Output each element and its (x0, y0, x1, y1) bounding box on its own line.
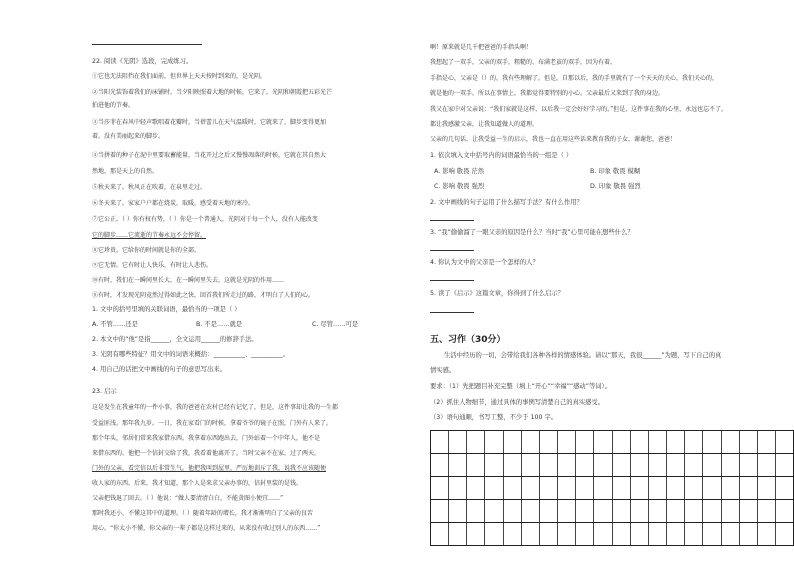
q23-1: 1. 依次填入文中括号内的词语最恰当的一组是（ ） (430, 152, 573, 159)
q23-4: 4. 你认为文中的父亲是一个怎样的人？ (430, 259, 539, 266)
answer-line (430, 250, 474, 251)
q23-1-option-d: D. 印象 敬畏 强烈 (590, 183, 641, 190)
composition-requirement: （3）语句通顺，书写工整，不少于 100 字。 (430, 414, 558, 421)
passage2-cont-line: 就是他的一双手。所以在事情上，我都觉得要特别的小心。父亲最后又来到了我的身边。 (430, 90, 665, 97)
passage-line: 然地，那是天上的自然。 (92, 168, 159, 175)
q23-3: 3. “我”偷偷溜了一眼父亲的原因是什么？当时“我”心里可能在想些什么？ (430, 229, 634, 236)
passage2-line: 收人家的东西。后来，我才知道，那个人是来求父亲办事的，信封里装的是钱。 (92, 480, 303, 487)
passage2-line: 那个年头，邻居们常来我家借东西。我拿着东西跑出去，门外站着一个中年人，他不是 (92, 435, 321, 442)
q23-heading: 23. 启示 (92, 388, 117, 395)
q23-1-option-b: B. 印象 敬畏 模糊 (590, 168, 641, 175)
passage-line: ⑧它珍贵。它给你的时间就是你的全部。 (92, 247, 201, 254)
passage2-cont-line: 手指是心，父亲是（）的，我有些理解了。但是，自那以后，我的手里就有了一个天天的关心，我们关心的， (430, 75, 719, 82)
passage-line: ⑨它无情。它有时让人快乐，有时让人悲伤。 (92, 262, 213, 269)
passage2-cont-line: 都让我感激父亲，让我知道做人的道理。 (430, 121, 539, 128)
passage-line: 着。没有美丽起来的脚步。 (92, 133, 165, 140)
passage-line-underlined: 它的脚步……它流逝的节奏永远不会停留。 (92, 232, 207, 239)
composition-prompt: 生活中经历的一切，会带给我们各种各样的情感体验。请以“那天，我很______”为题，写下自己的真 (444, 352, 722, 359)
q22-1-option-b: B. 不是……就是 (196, 321, 243, 328)
left-column (92, 0, 420, 562)
passage2-line-underlined: 门外的父亲，看完信以后非常生气。他把我叫到屋里，严厉地训斥了我，说我不应该随便 (92, 465, 327, 472)
passage2-cont-line: 我又在家中对父亲说：“我们家就是这样，以后我一定会好好学习的。”但是，这件事在我的心里，永远也忘不了。 (430, 106, 728, 113)
passage2-line: 用心。“你太小不懂，你父亲的一辈子都是这样过来的，从来没有收过别人的东西……” (92, 525, 321, 532)
answer-line (430, 220, 474, 221)
passage2-line: 那时我还小，不懂这其中的道理。（ ）随着年龄的增长，我才渐渐明白了父亲的良苦 (92, 510, 313, 517)
q22-3: 3. 光阴有哪些特征？用文中的词语来概括：__________、__________。 (92, 351, 289, 358)
grid-row (431, 431, 793, 454)
passage2-line: 这是发生在我童年的一件小事，我的爸爸在农村已经有记忆了，但是，这件事却让我的一生都 (92, 404, 339, 411)
passage-line: ②当阳光装饰着我们的床铺时，当夕阳映照着大地的时候，它来了。光阴和朝霞把五彩光芒 (92, 89, 333, 96)
composition-prompt: 情实感。 (430, 367, 456, 374)
writing-grid[interactable] (430, 430, 794, 546)
q22-4: 4. 用自己的话把文中画线的句子的意思写出来。 (92, 366, 226, 373)
passage2-line: 来借东西的。他把一个信封交给了我，我看着他离开了。当时父亲不在家，过了两天， (92, 450, 321, 457)
passage-line: ④当拼着的种子在泥中里要取蓄能量，当花开过之后又慢慢凋落的时候，它就在其自然大 (92, 152, 327, 159)
passage-line: 拍进他的节奏。 (92, 102, 135, 109)
grid-row (431, 500, 793, 523)
right-column (430, 0, 794, 562)
section-title: 五、习作（30分） (430, 335, 506, 345)
passage-line: ⑤秋天来了。秋风正在吹着，在泉里走过。 (92, 184, 207, 191)
passage-line: ⑩有时，我们在一瞬间里长大，在一瞬间里失去，这就是光阴的作用…… (92, 277, 285, 284)
passage-line: ⑪有时，才发现光阴竟然过得如此之快，回首我们所走过的路，才明白了人们的心。 (92, 292, 315, 299)
q22-2: 2. 本文中的“他”是指______，全文运用______的修辞手法。 (92, 336, 258, 343)
q23-1-option-c: C. 影响 敬畏 强烈 (434, 183, 485, 190)
q22-heading: 22. 阅读《光阴》选段，完成练习。 (92, 58, 193, 65)
composition-requirement: （2）抓住人物细节，通过具体的事例写清楚自己的真实感受。 (430, 399, 605, 406)
passage2-line: 父亲把钱退了回去。（ ）他说：“做人要清清白白，不能贪图小便宜……” (92, 495, 284, 502)
passage2-cont-line: 啊！原来就是几千把爸爸的手指头啊！ (430, 44, 533, 51)
passage-line: ③当莎菲在春风中轻声歌唱着花瓣时，当蓓蕾儿在天气温暖时，它就来了，脚步变得更加 (92, 119, 327, 126)
composition-requirement: 要求：（1）先把题目补充完整（填上“开心”“幸福”“感动”等词）。 (430, 383, 611, 390)
q22-1-option-a: A. 不管……还是 (92, 321, 138, 328)
passage2-line: 受益匪浅。那年我九岁。一日，我在家看门的时候，拿着爷爷的镜子在照，门外有人来了。 (92, 420, 333, 427)
passage2-cont-line: 父亲的几句话，让我受益一生的启示，我也一直在用这些话来教育我的子女，谢谢您，爸爸！ (430, 136, 677, 143)
passage2-cont-line: 我想起了一双手，父亲的双手，粗糙的、布满老茧的双手，因为有着。 (430, 59, 617, 66)
q23-1-option-a: A. 影响 敬畏 茫然 (434, 168, 484, 175)
passage-line: ①它也无法阻挡在我们面前，但世界上天天按时到来的，是光阴。 (92, 73, 267, 80)
header-rule (92, 44, 202, 45)
grid-row (431, 477, 793, 500)
grid-row (431, 454, 793, 477)
q23-5: 5. 读了《启示》这篇文章，你得到了什么启示？ (430, 290, 564, 297)
q23-2: 2. 文中画线的句子运用了什么描写手法？有什么作用？ (430, 199, 583, 206)
passage-line: ⑦它公正。（ ）你有权有势，（ ）你是一个普通人，光阴对于每一个人，没有人能改变 (92, 216, 318, 223)
grid-row (431, 523, 793, 545)
passage-line: ⑥冬天来了。家家户户都在烧炭，取暖，感受着天地的寒冷。 (92, 200, 255, 207)
answer-line (430, 280, 474, 281)
q22-1: 1. 文中的括号里填的关联词语，最恰当的一项是（ ） (92, 306, 241, 313)
q22-1-option-c: C. 尽管……可是 (312, 321, 359, 328)
answer-line (430, 312, 474, 313)
